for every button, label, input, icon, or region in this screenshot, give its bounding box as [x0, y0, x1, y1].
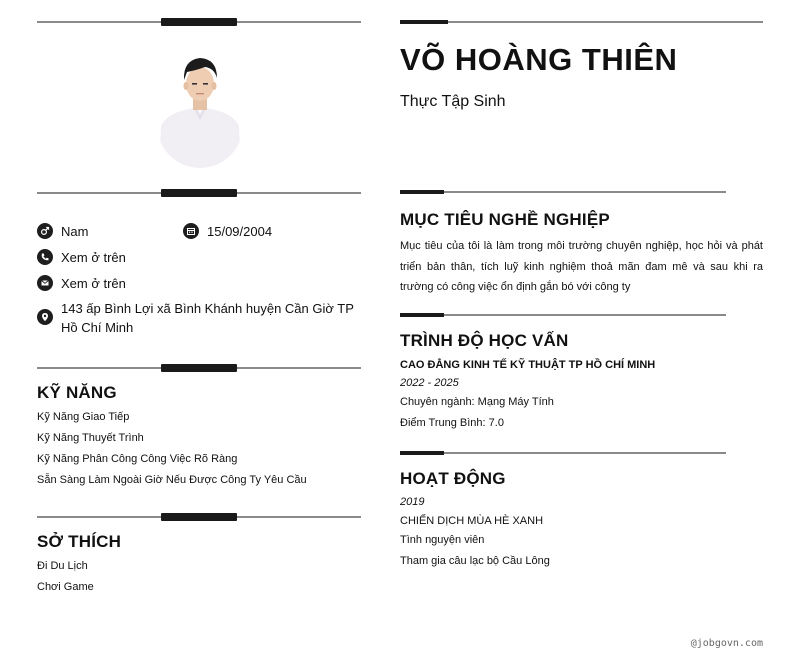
job-title: Thực Tập Sinh: [400, 93, 506, 110]
photo-divider: [37, 189, 361, 197]
gender-value: Nam: [61, 224, 89, 239]
gender-icon: [37, 223, 53, 239]
activity-year: 2019: [400, 496, 425, 508]
hobby-item: Chơi Game: [37, 581, 94, 593]
skill-item: Sẵn Sàng Làm Ngoài Giờ Nếu Được Công Ty Yêu Cầu: [37, 474, 307, 486]
education-divider: [400, 313, 726, 317]
skills-heading: KỸ NĂNG: [37, 383, 117, 402]
email-icon: [37, 275, 53, 291]
activities-divider: [400, 451, 726, 455]
contact-email: [37, 274, 126, 293]
location-pin-icon: [37, 309, 53, 325]
phone-value[interactable]: Xem ở trên: [61, 250, 126, 265]
education-major: Chuyên ngành: Mạng Máy Tính: [400, 396, 554, 408]
hobby-item: Đi Du Lịch: [37, 560, 88, 572]
school-name: CAO ĐẲNG KINH TẾ KỸ THUẬT TP HỒ CHÍ MINH: [400, 359, 656, 371]
hobbies-divider: [37, 513, 361, 521]
email-value[interactable]: Xem ở trên: [61, 276, 126, 291]
watermark: @jobgovn.com: [690, 638, 763, 649]
hobbies-heading: SỞ THÍCH: [37, 532, 122, 551]
contact-birthday: [183, 222, 272, 241]
skill-item: Kỹ Năng Thuyết Trình: [37, 432, 144, 444]
objective-text: Mục tiêu của tôi là làm trong môi trường chuyên nghiệp, học hỏi và phát triển bản thân, tích luỹ kinh nghiệm thoả mãn đam mê và sau khi ra trường có công việc ổn định gắn bó với công ty: [400, 240, 763, 293]
activity-club: Tham gia câu lạc bộ Cầu Lông: [400, 555, 550, 567]
skill-item: Kỹ Năng Phân Công Công Việc Rõ Ràng: [37, 453, 238, 465]
top-divider: [37, 18, 361, 26]
calendar-icon: [183, 223, 199, 239]
profile-photo-image: [157, 48, 243, 168]
profile-photo: [157, 48, 243, 168]
birthday-value: 15/09/2004: [207, 224, 273, 239]
skills-divider: [37, 364, 361, 372]
objective-divider: [400, 190, 726, 194]
education-gpa: Điểm Trung Bình: 7.0: [400, 417, 504, 429]
address-value: 143 ấp Bình Lợi xã Bình Khánh huyện Cần Giờ TP Hồ Chí Minh: [61, 301, 354, 335]
skill-item: Kỹ Năng Giao Tiếp: [37, 411, 130, 423]
activity-role: Tình nguyện viên: [400, 534, 485, 546]
activity-campaign: CHIẾN DỊCH MÙA HÈ XANH: [400, 515, 544, 527]
name-divider: [400, 20, 763, 24]
contact-phone: [37, 248, 126, 267]
education-period: 2022 - 2025: [400, 377, 459, 389]
objective-heading: MỤC TIÊU NGHỀ NGHIỆP: [400, 210, 610, 229]
education-heading: TRÌNH ĐỘ HỌC VẤN: [400, 331, 569, 350]
contact-gender: [37, 222, 88, 241]
phone-icon: [37, 249, 53, 265]
activities-heading: HOẠT ĐỘNG: [400, 469, 506, 488]
contact-address: [37, 299, 361, 337]
candidate-name: VÕ HOÀNG THIÊN: [400, 42, 678, 77]
